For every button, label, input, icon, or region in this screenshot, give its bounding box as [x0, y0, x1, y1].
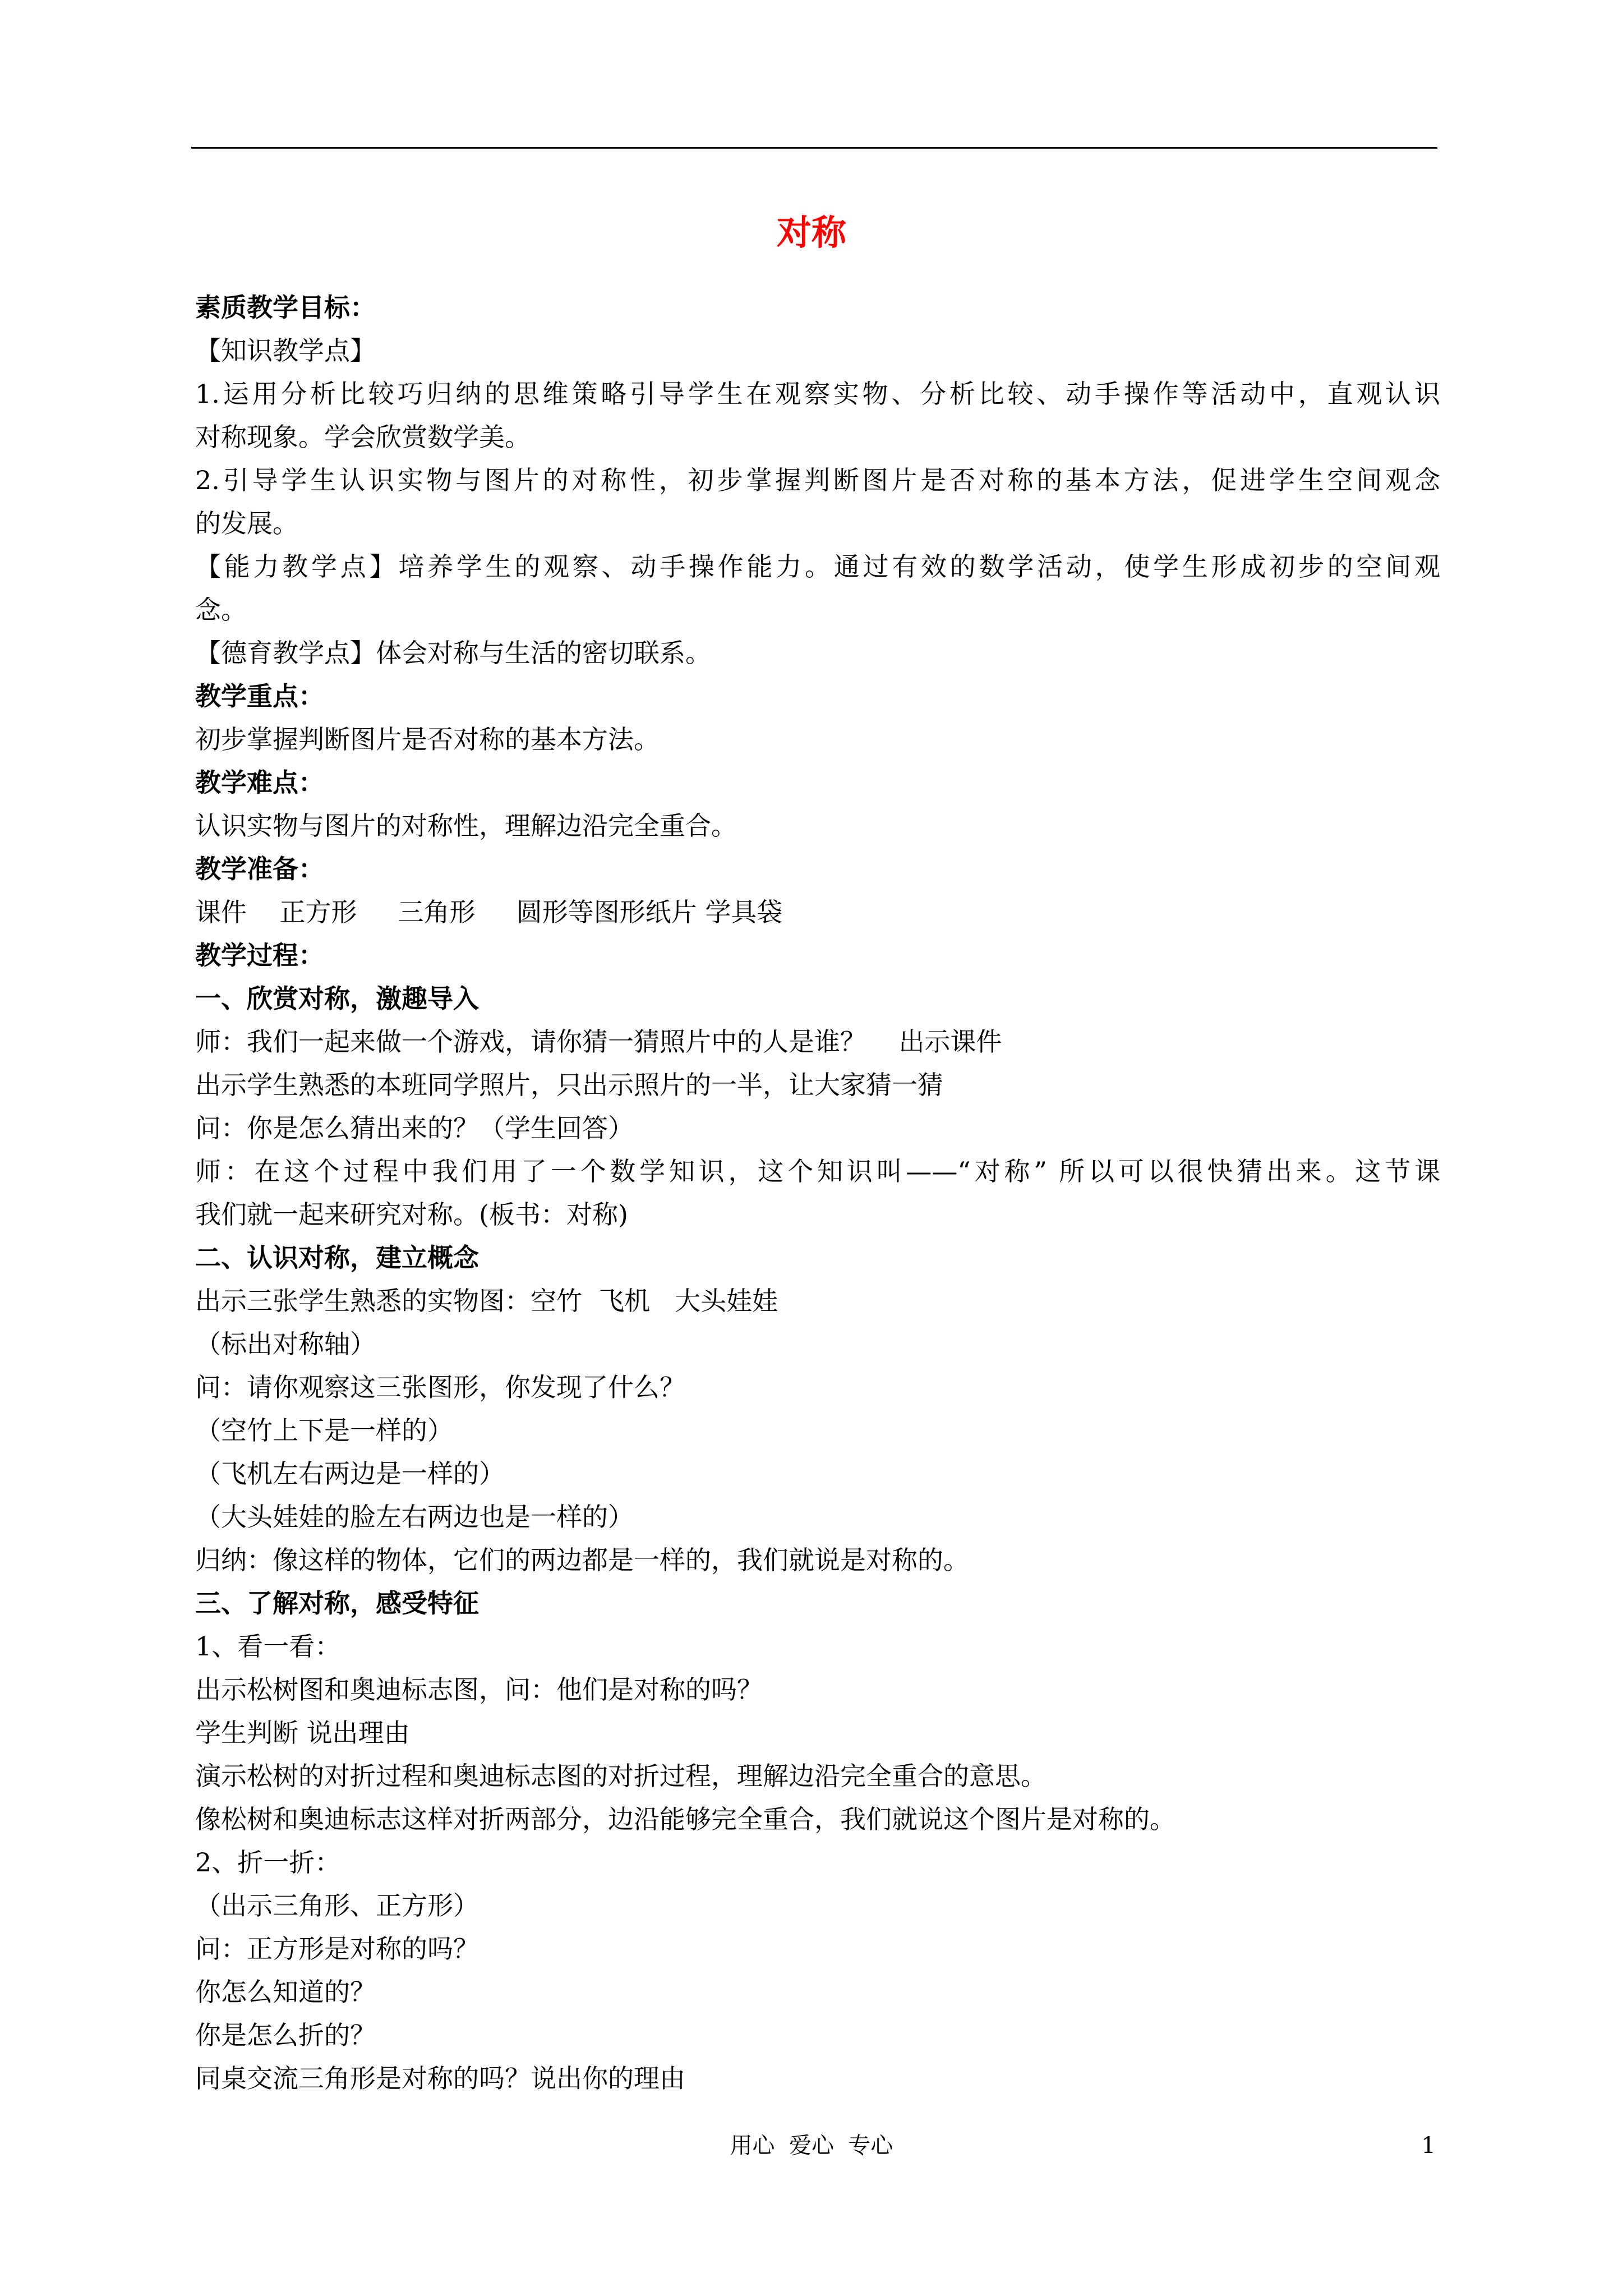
body-line: 问：请你观察这三张图形，你发现了什么？ — [195, 1372, 685, 1402]
body-line: 1、看一看： — [195, 1631, 341, 1662]
body-line: （空竹上下是一样的） — [195, 1415, 453, 1446]
body-line: 对称现象。学会欣赏数学美。 — [195, 422, 531, 452]
section-heading: 一、欣赏对称，激趣导入 — [195, 983, 479, 1014]
body-line: 的发展。 — [195, 508, 298, 539]
body-line: 演示松树的对折过程和奥迪标志图的对折过程，理解边沿完全重合的意思。 — [195, 1761, 1046, 1791]
section-heading: 素质教学目标： — [195, 292, 376, 323]
body-line: 你怎么知道的？ — [195, 1977, 376, 2007]
body-line: 像松树和奥迪标志这样对折两部分，边沿能够完全重合，我们就说这个图片是对称的。 — [195, 1804, 1175, 1834]
body-line: 问：你是怎么猜出来的？（学生回答） — [195, 1113, 634, 1143]
body-line: 2、折一折： — [195, 1847, 341, 1878]
body-line: 出示松树图和奥迪标志图，问：他们是对称的吗？ — [195, 1674, 763, 1705]
body-line: 我们就一起来研究对称。(板书：对称) — [195, 1199, 628, 1230]
document-body — [195, 286, 1440, 2100]
body-line: 学生判断 说出理由 — [195, 1718, 410, 1748]
body-line: 师：我们一起来做一个游戏，请你猜一猜照片中的人是谁？ 出示课件 — [195, 1027, 1002, 1057]
section-heading: 二、认识对称，建立概念 — [195, 1243, 479, 1273]
body-line: 1.运用分析比较巧归纳的思维策略引导学生在观察实物、分析比较、动手操作等活动中，直观认识 — [195, 379, 1440, 409]
body-line: 初步掌握判断图片是否对称的基本方法。 — [195, 724, 660, 754]
body-line: 2.引导学生认识实物与图片的对称性，初步掌握判断图片是否对称的基本方法，促进学生空间观念 — [195, 465, 1440, 495]
body-line: 问：正方形是对称的吗？ — [195, 1934, 479, 1964]
footer-motto: 用心 爱心 专心 — [730, 2133, 893, 2159]
body-line: 师：在这个过程中我们用了一个数学知识，这个知识叫——“对称” 所以可以很快猜出来。这节课 — [195, 1156, 1440, 1186]
body-line: （飞机左右两边是一样的） — [195, 1458, 505, 1489]
body-line: 出示三张学生熟悉的实物图：空竹 飞机 大头娃娃 — [195, 1286, 778, 1316]
body-line: 【能力教学点】培养学生的观察、动手操作能力。通过有效的数学活动，使学生形成初步的空间观 — [195, 551, 1440, 582]
body-line: 课件 正方形 三角形 圆形等图形纸片 学具袋 — [195, 897, 783, 927]
body-line: 出示学生熟悉的本班同学照片，只出示照片的一半，让大家猜一猜 — [195, 1070, 943, 1100]
body-line: 【德育教学点】体会对称与生活的密切联系。 — [195, 638, 711, 668]
body-line: 同桌交流三角形是对称的吗？说出你的理由 — [195, 2063, 685, 2093]
body-line: （标出对称轴） — [195, 1329, 376, 1359]
body-line: （出示三角形、正方形） — [195, 1890, 479, 1921]
header-divider — [191, 147, 1437, 149]
section-heading: 三、了解对称，感受特征 — [195, 1588, 479, 1618]
page-number: 1 — [1421, 2133, 1436, 2159]
body-line: 【知识教学点】 — [195, 335, 376, 366]
body-line: （大头娃娃的脸左右两边也是一样的） — [195, 1502, 634, 1532]
document-title: 对称 — [776, 212, 846, 253]
body-line: 认识实物与图片的对称性，理解边沿完全重合。 — [195, 811, 737, 841]
section-heading: 教学难点： — [195, 767, 324, 798]
body-line: 归纳：像这样的物体，它们的两边都是一样的，我们就说是对称的。 — [195, 1545, 969, 1575]
section-heading: 教学过程： — [195, 940, 324, 970]
body-line: 念。 — [195, 595, 247, 625]
section-heading: 教学准备： — [195, 854, 324, 884]
body-line: 你是怎么折的？ — [195, 2020, 376, 2050]
section-heading: 教学重点： — [195, 681, 324, 711]
